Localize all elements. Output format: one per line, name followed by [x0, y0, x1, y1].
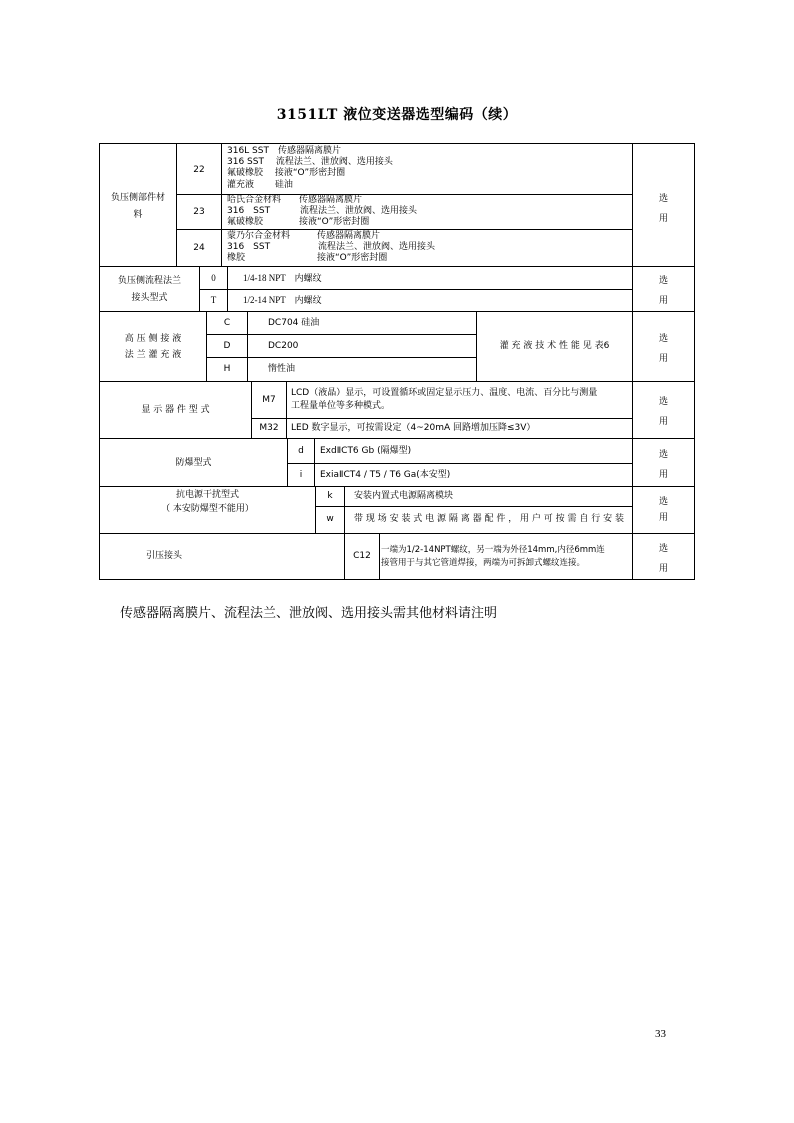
option-desc: ExiaⅡCT4 / T5 / T6 Ga(本安型) — [320, 470, 451, 480]
neg-material-label-cell — [99, 143, 177, 267]
display-desc-M7 — [286, 381, 633, 419]
option-desc: 惰性油 — [268, 364, 296, 374]
option-code: C — [223, 318, 231, 328]
select-label: 用 — [658, 354, 668, 364]
option-desc-line: 316 SST 流程法兰、泄放阀、选用接头 — [227, 157, 393, 167]
page-number: 33 — [655, 1028, 666, 1040]
select-label: 选 — [658, 497, 668, 507]
select-label: 选 — [658, 334, 668, 344]
option-code: 23 — [193, 207, 205, 217]
neg-material-label: 负压侧部件材 — [110, 193, 165, 203]
option-code: 24 — [193, 243, 205, 253]
select-label: 选 — [658, 544, 668, 554]
select-label: 选 — [658, 194, 668, 204]
page-title: 3151LT 液位变送器选型编码（续） — [276, 107, 518, 123]
option-desc-line: 氟破橡胶 接液“O”形密封圈 — [227, 168, 346, 178]
impulse-desc-C12 — [379, 533, 633, 580]
select-label: 选 — [658, 397, 668, 407]
option-desc-line: 氟破橡胶 接液“O”形密封圈 — [227, 217, 370, 227]
select-label: 用 — [658, 564, 668, 574]
option-desc-line: 灌充液 硅油 — [227, 180, 293, 190]
hp-fill-select-cell — [632, 311, 695, 382]
option-desc-line: 316L SST 传感器隔离膜片 — [227, 146, 341, 156]
option-desc: DC200 — [268, 341, 299, 351]
select-label: 用 — [658, 513, 668, 523]
option-code: w — [326, 514, 334, 524]
option-code: T — [210, 295, 217, 305]
neg-flange-label: 负压侧流程法兰 — [117, 276, 181, 286]
option-code: M32 — [259, 423, 279, 433]
hp-fill-label-cell — [99, 311, 207, 382]
option-desc: 带 现 场 安 装 式 电 源 隔 离 器 配 件 ， 用 户 可 按 需 自 行 安 装 — [354, 514, 624, 524]
neg-flange-label-2: 接头型式 — [131, 293, 168, 303]
footnote: 传感器隔离膜片、流程法兰、泄放阀、选用接头需其他材料请注明 — [120, 606, 498, 621]
option-code: H — [223, 364, 231, 374]
option-desc-line: 蒙乃尔合金材料 传感器隔离膜片 — [227, 231, 381, 241]
option-code: M7 — [262, 395, 276, 405]
option-desc: 1/4-18 NPT 内螺纹 — [243, 273, 322, 283]
option-desc: DC704 硅油 — [268, 318, 320, 328]
interference-label: 抗电源干扰型式 — [175, 490, 239, 500]
option-code: C12 — [353, 551, 371, 561]
option-code: k — [327, 491, 333, 501]
hp-fill-remark: 灌 充 液 技 术 性 能 见 表6 — [499, 341, 610, 351]
hp-fill-label-2: 法 兰 灌 充 液 — [124, 350, 182, 360]
option-desc: ExdⅡCT6 Gb (隔爆型) — [320, 446, 412, 456]
select-label: 选 — [658, 276, 668, 286]
option-desc-line: 橡胶 接液“O”形密封圈 — [227, 253, 388, 263]
option-desc: 1/2-14 NPT 内螺纹 — [243, 295, 322, 305]
option-desc-line: 接管用于与其它管道焊接，两端为可拆卸式螺纹连接。 — [381, 558, 586, 568]
option-desc-line: 316 SST 流程法兰、泄放阀、选用接头 — [227, 242, 435, 252]
display-label: 显 示 器 件 型 式 — [141, 405, 210, 415]
impulse-label: 引压接头 — [145, 551, 182, 561]
neg-material-select-cell — [632, 143, 695, 267]
display-select-cell — [632, 381, 695, 439]
option-desc-line: 一端为1/2-14NPT螺纹，另一端为外径14mm,内径6mm连 — [381, 545, 605, 555]
option-desc-line: 工程量单位等多种模式。 — [291, 401, 391, 411]
select-label: 用 — [658, 296, 668, 306]
neg-flange-label-cell — [99, 266, 200, 312]
hp-fill-label: 高 压 侧 接 液 — [124, 334, 182, 344]
option-code: 0 — [211, 273, 216, 283]
select-label: 用 — [658, 214, 668, 224]
explosion-label: 防爆型式 — [175, 458, 212, 468]
option-desc-line: LED 数字显示，可按需设定（4~20mA 回路增加压降≤3V） — [291, 423, 536, 433]
option-desc-line: LCD（液晶）显示，可设置循环或固定显示压力、温度、电流、百分比与测量 — [291, 388, 598, 398]
option-desc-line: 哈氏合金材料 传感器隔离膜片 — [227, 195, 363, 205]
option-code: D — [223, 341, 231, 351]
neg-material-label-2: 料 — [133, 210, 143, 220]
option-desc: 安装内置式电源隔离模块 — [354, 491, 454, 501]
option-code: i — [299, 470, 303, 480]
select-label: 用 — [658, 470, 668, 480]
interference-select-cell — [632, 486, 695, 534]
interference-label-2: （ 本安防爆型不能用） — [161, 504, 254, 514]
select-label: 选 — [658, 450, 668, 460]
select-label: 用 — [658, 417, 668, 427]
option-desc-line: 316 SST 流程法兰、泄放阀、选用接头 — [227, 206, 417, 216]
option-code: d — [298, 446, 304, 456]
option-code: 22 — [193, 165, 205, 175]
